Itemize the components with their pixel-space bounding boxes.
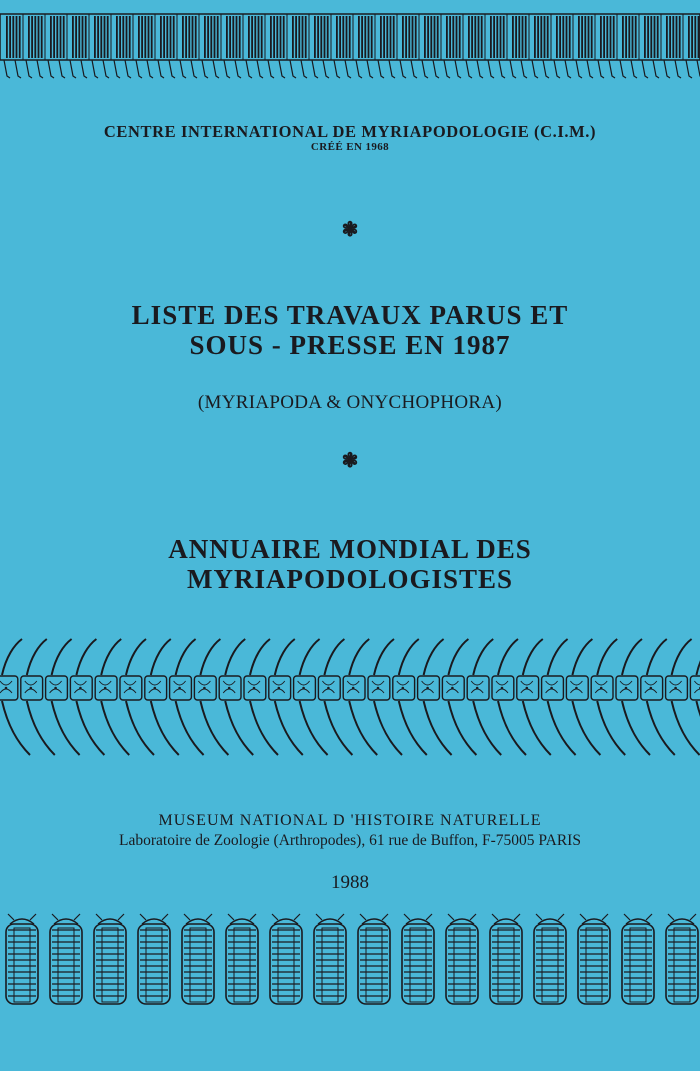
publication-year: 1988 bbox=[331, 872, 369, 893]
annuaire-line-1: ANNUAIRE MONDIAL DES bbox=[168, 534, 532, 564]
creation-date: CRÉÉ EN 1968 bbox=[310, 141, 390, 153]
document-title bbox=[0, 300, 700, 360]
centre-name: CENTRE INTERNATIONAL DE MYRIAPODOLOGIE (C.I.M.) bbox=[103, 122, 597, 141]
ornament-icon: ❃ bbox=[341, 219, 359, 241]
millipede-border-top-icon bbox=[0, 0, 700, 90]
document-subtitle: (MYRIAPODA & ONYCHOPHORA) bbox=[197, 392, 503, 413]
annuaire-title bbox=[0, 534, 700, 594]
title-line-2: SOUS - PRESSE EN 1987 bbox=[189, 330, 511, 360]
millipede-border-bottom-icon bbox=[0, 910, 700, 1020]
laboratory-address: Laboratoire de Zoologie (Arthropodes), 61 rue de Buffon, F-75005 PARIS bbox=[119, 832, 581, 849]
annuaire-line-2: MYRIAPODOLOGISTES bbox=[186, 564, 514, 594]
ornament-icon: ❃ bbox=[341, 450, 359, 472]
museum-name: MUSEUM NATIONAL D 'HISTOIRE NATURELLE bbox=[158, 812, 542, 829]
title-line-1: LISTE DES TRAVAUX PARUS ET bbox=[131, 300, 569, 330]
centipede-border-icon bbox=[0, 632, 700, 782]
